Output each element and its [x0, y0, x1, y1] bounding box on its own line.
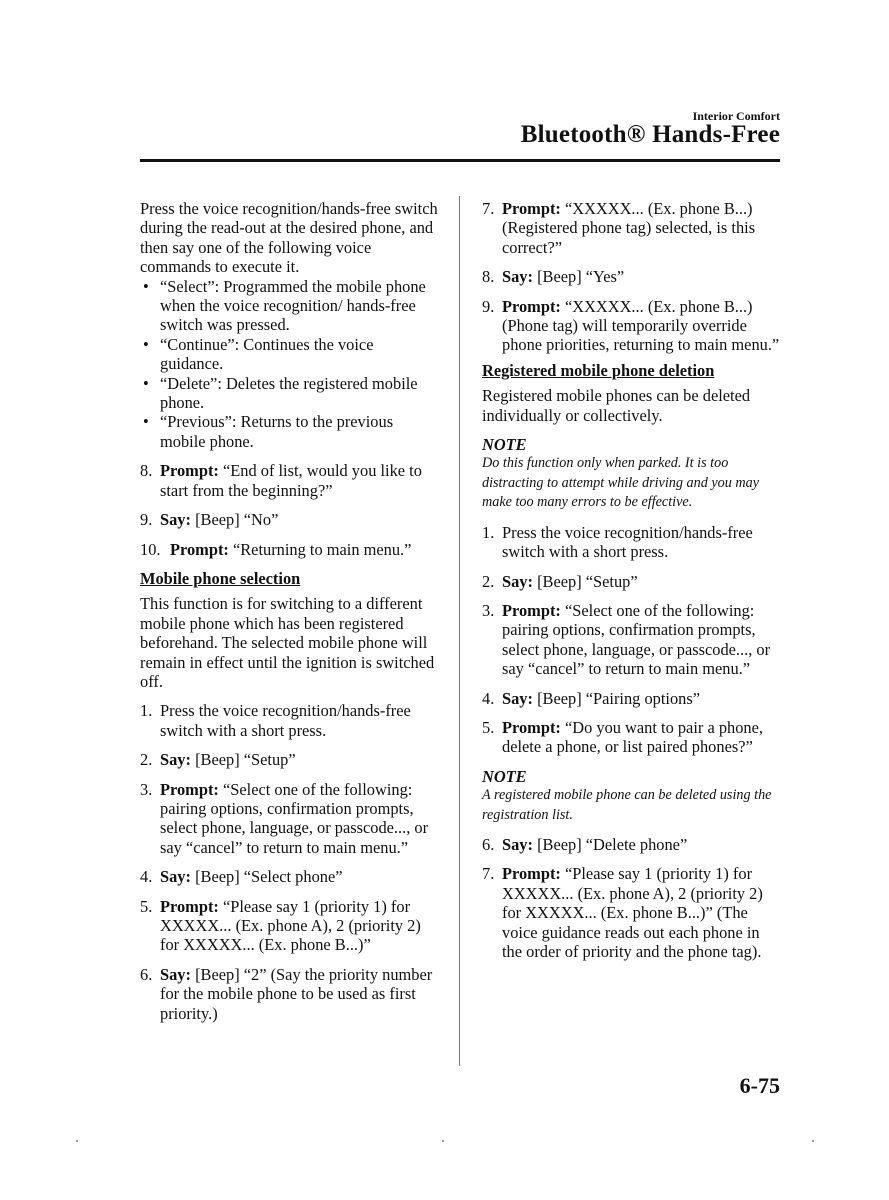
step-text: [Beep] “Setup” [532, 571, 638, 591]
step-item [482, 835, 782, 854]
step-item [140, 867, 440, 886]
page-number: 6-75 [739, 1073, 780, 1098]
step-item [140, 897, 440, 955]
step-text: [Beep] “2” (Say the priority number for the mobile phone to be used as first priority.) [160, 964, 433, 1023]
step-keyword: Prompt: [502, 296, 561, 316]
step-keyword: Say: [160, 867, 191, 887]
intro-paragraph: Press the voice recognition/hands-free switch during the read-out at the desired phone, and then say one of the following voice commands to execute it. [140, 199, 438, 277]
step-item [482, 523, 782, 562]
step-number: 4. [140, 867, 153, 887]
list-item: • “Previous”: Returns to the previous mobile phone. [140, 412, 440, 451]
step-item [482, 267, 782, 286]
left-column [140, 199, 440, 1023]
print-mark [442, 1140, 444, 1142]
step-number: 10. [140, 539, 161, 559]
step-number: 6. [482, 834, 495, 854]
step-text: “XXXXX... (Ex. phone B...) (Phone tag) will temporarily override phone priorities, returning to main menu.” [502, 296, 780, 355]
step-keyword: Say: [160, 510, 191, 530]
step-text: “Please say 1 (priority 1) for XXXXX... (Ex. phone A), 2 (priority 2) for XXXXX... (Ex. phone B...)” [160, 896, 421, 955]
step-keyword: Say: [502, 267, 533, 287]
page-title: Bluetooth® Hands-Free [520, 121, 780, 148]
step-text: “Please say 1 (priority 1) for XXXXX... (Ex. phone A), 2 (priority 2) for XXXXX... (Ex. phone B...)” (The voice guidance reads out each phone in the order of priority and the phone tag). [502, 864, 763, 961]
step-number: 3. [140, 779, 153, 799]
title-rule [140, 159, 780, 162]
step-item [482, 199, 782, 257]
step-text: [Beep] “Yes” [532, 267, 625, 287]
step-text: “Select one of the following: pairing options, confirmation prompts, select phone, language, or passcode..., or say “cancel” to return to main menu.” [502, 600, 771, 679]
step-text: Press the voice recognition/hands-free switch with a short press. [160, 701, 411, 740]
step-number: 4. [482, 688, 495, 708]
step-keyword: Say: [502, 571, 533, 591]
column-divider [459, 196, 460, 1066]
step-keyword: Say: [160, 750, 191, 770]
list-item: • “Continue”: Continues the voice guidance. [140, 335, 440, 374]
step-keyword: Prompt: [160, 896, 219, 916]
step-keyword: Prompt: [160, 779, 219, 799]
step-text: [Beep] “No” [190, 510, 279, 530]
step-keyword: Prompt: [160, 461, 219, 481]
step-text: [Beep] “Setup” [190, 750, 296, 770]
step-text: “XXXXX... (Ex. phone B...) (Registered phone tag) selected, is this correct?” [502, 199, 756, 257]
step-number: 9. [482, 296, 495, 316]
print-mark [812, 1140, 814, 1142]
step-item [140, 965, 440, 1023]
step-number: 5. [140, 896, 153, 916]
step-number: 2. [482, 571, 495, 591]
step-item [140, 780, 440, 858]
step-keyword: Prompt: [170, 539, 229, 559]
step-text: “Returning to main menu.” [228, 539, 412, 559]
subheading-mobile-phone-selection: Mobile phone selection [140, 568, 301, 588]
step-item [140, 510, 440, 529]
list-item: • “Delete”: Deletes the registered mobile phone. [140, 374, 440, 413]
step-keyword: Say: [502, 834, 533, 854]
step-number: 7. [482, 199, 495, 218]
step-number: 7. [482, 864, 495, 884]
step-item [140, 750, 440, 769]
step-text: “Select one of the following: pairing options, confirmation prompts, select phone, language, or passcode..., or say “cancel” to return to main menu.” [160, 779, 429, 857]
step-number: 1. [482, 522, 495, 542]
step-text: [Beep] “Delete phone” [532, 834, 688, 854]
body-paragraph: This function is for switching to a different mobile phone which has been registered beforehand. The selected mobile phone will remain in effect until the ignition is switched off. [140, 594, 435, 691]
step-item [482, 572, 782, 591]
step-item [482, 297, 782, 355]
step-text: [Beep] “Select phone” [190, 867, 343, 887]
step-item [140, 540, 440, 559]
step-keyword: Prompt: [502, 199, 561, 218]
step-text: [Beep] “Pairing options” [532, 688, 701, 708]
note-title: NOTE [482, 435, 527, 455]
step-item [140, 701, 440, 740]
step-keyword: Prompt: [502, 600, 561, 620]
step-keyword: Say: [160, 964, 191, 984]
step-text: Press the voice recognition/hands-free switch with a short press. [502, 522, 753, 562]
note-body: Do this function only when parked. It is too distracting to attempt while driving and you may make too many errors to be effective. [482, 455, 760, 511]
step-item [482, 689, 782, 708]
step-number: 3. [482, 600, 495, 620]
step-number: 2. [140, 750, 153, 770]
step-text: “Do you want to pair a phone, delete a phone, or list paired phones?” [502, 717, 763, 757]
right-column [482, 199, 782, 961]
step-number: 8. [140, 461, 153, 481]
step-keyword: Say: [502, 688, 533, 708]
step-text: “End of list, would you like to start from the beginning?” [160, 461, 422, 500]
list-item: • “Select”: Programmed the mobile phone when the voice recognition/ hands-free switch was pressed. [140, 277, 440, 335]
step-item [482, 718, 782, 757]
step-item [140, 461, 440, 500]
step-item [482, 601, 782, 679]
step-number: 8. [482, 267, 495, 287]
step-number: 1. [140, 701, 153, 721]
step-number: 9. [140, 510, 153, 530]
command-list [140, 277, 440, 452]
body-paragraph: Registered mobile phones can be deleted individually or collectively. [482, 386, 751, 425]
subheading-registered-mobile-phone-deletion: Registered mobile phone deletion [482, 360, 715, 380]
note-body: A registered mobile phone can be deleted using the registration list. [482, 787, 772, 823]
print-mark [76, 1140, 78, 1142]
note-title: NOTE [482, 766, 527, 786]
step-item [482, 864, 782, 961]
step-number: 6. [140, 964, 153, 984]
step-keyword: Prompt: [502, 717, 561, 737]
step-number: 5. [482, 717, 495, 737]
section-label: Interior Comfort [692, 109, 780, 123]
step-keyword: Prompt: [502, 864, 561, 884]
